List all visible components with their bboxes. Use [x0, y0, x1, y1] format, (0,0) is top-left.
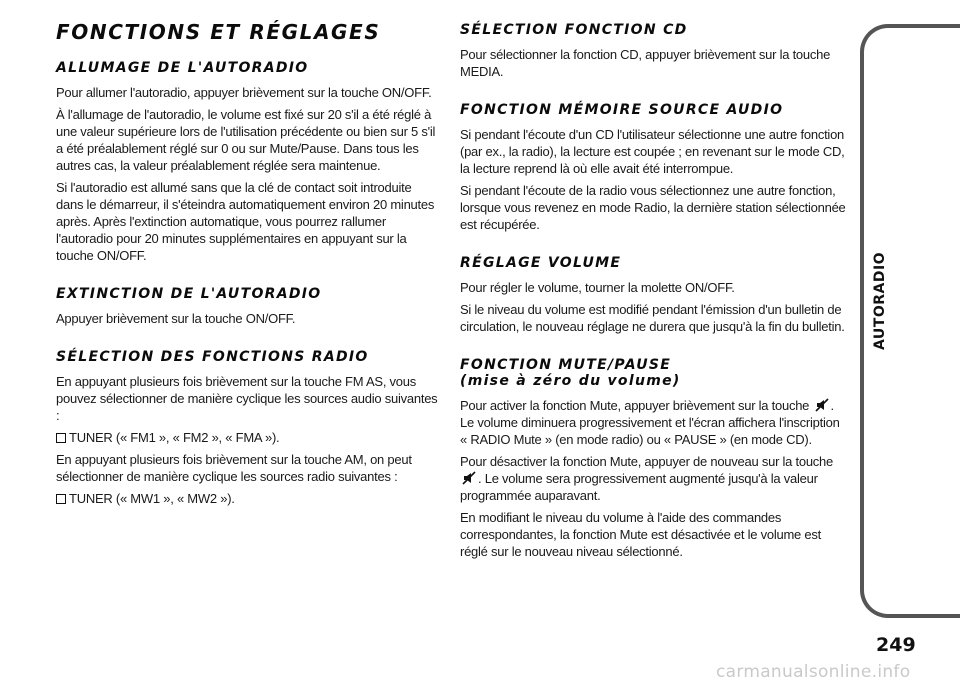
heading-volume: RÉGLAGE VOLUME	[460, 255, 622, 272]
section-memoire	[460, 102, 846, 233]
paragraph: Si pendant l'écoute de la radio vous sélectionnez une autre fonction, lorsque vous revenez en mode Radio, la dernière station sélectionnée est récupérée.	[460, 183, 846, 233]
section-extinction	[56, 286, 442, 327]
heading-selection-radio: SÉLECTION DES FONCTIONS RADIO	[56, 349, 369, 366]
paragraph: Pour allumer l'autoradio, appuyer brièvement sur la touche ON/OFF.	[56, 85, 432, 101]
heading-selection-cd: SÉLECTION FONCTION CD	[460, 22, 688, 38]
left-column	[56, 22, 442, 529]
bullet-item: TUNER (« MW1 », « MW2 »).	[56, 490, 442, 507]
heading-memoire: FONCTION MÉMOIRE SOURCE AUDIO	[460, 102, 784, 119]
paragraph: En modifiant le niveau du volume à l'aide des commandes correspondantes, la fonction Mute est désactivée et le volume est réglé sur le nouveau niveau sélectionné.	[460, 510, 821, 560]
mute-icon	[815, 398, 829, 412]
paragraph: À l'allumage de l'autoradio, le volume est fixé sur 20 s'il a été réglé à une valeur supérieure lors de l'utilisation précédente ou bien sur 5 s'il a été préalablement réglé sur 0 ou sur Mute/Pause. Dans tous les autres cas, la valeur préalablement réglée sera maintenue.	[56, 107, 436, 174]
paragraph: Pour sélectionner la fonction CD, appuyer brièvement sur la touche MEDIA.	[460, 47, 831, 80]
paragraph: Si l'autoradio est allumé sans que la clé de contact soit introduite dans le démarreur, il s'éteindra automatiquement environ 20 minutes après. Après l'extinction automatique, vous pourrez rallumer l'autoradio pour 20 minutes supplémentaires en appuyant sur la touche ON/OFF.	[56, 180, 435, 264]
paragraph: Pour activer la fonction Mute, appuyer brièvement sur la touche . Le volume diminuera progressivement et l'écran affichera l'inscription « RADIO Mute » (en mode radio) ou « PAUSE » (en mode CD).	[460, 398, 840, 448]
page-title: FONCTIONS ET RÉGLAGES	[56, 20, 381, 44]
paragraph: Appuyer brièvement sur la touche ON/OFF.	[56, 311, 296, 327]
checkbox-bullet-icon	[56, 433, 66, 443]
chapter-tab-label: AUTORADIO	[872, 251, 888, 350]
paragraph: Pour régler le volume, tourner la molette ON/OFF.	[460, 280, 735, 296]
mute-icon	[462, 471, 476, 485]
checkbox-bullet-icon	[56, 494, 66, 504]
paragraph: En appuyant plusieurs fois brièvement sur la touche FM AS, vous pouvez sélectionner de manière cyclique les sources audio suivantes :	[56, 374, 438, 424]
heading-mute: FONCTION MUTE/PAUSE (mise à zéro du volume)	[460, 357, 681, 390]
heading-allumage: ALLUMAGE DE L'AUTORADIO	[56, 60, 309, 76]
page-number: 249	[876, 634, 916, 656]
section-volume	[460, 255, 846, 335]
paragraph: Si pendant l'écoute d'un CD l'utilisateur sélectionne une autre fonction (par ex., la radio), la lecture est coupée ; en revenant sur le mode CD, la lecture reprend là où elle avait été interrompue.	[460, 127, 845, 177]
bullet-item: TUNER (« FM1 », « FM2 », « FMA »).	[56, 429, 442, 446]
paragraph: En appuyant plusieurs fois brièvement sur la touche AM, on peut sélectionner de manière cyclique les sources radio suivantes :	[56, 452, 412, 485]
section-selection-cd	[460, 22, 846, 80]
paragraph: Pour désactiver la fonction Mute, appuyer de nouveau sur la touche . Le volume sera progressivement augmenté jusqu'à la valeur programmée auparavant.	[460, 454, 834, 504]
watermark: carmanualsonline.info	[716, 662, 911, 682]
section-allumage	[56, 60, 442, 264]
paragraph: Si le niveau du volume est modifié pendant l'émission d'un bulletin de circulation, le nouveau réglage ne durera que jusqu'à la fin du bulletin.	[460, 302, 845, 335]
section-selection-radio	[56, 349, 442, 507]
heading-extinction: EXTINCTION DE L'AUTORADIO	[56, 286, 322, 303]
section-mute	[460, 357, 846, 560]
right-column	[460, 22, 846, 582]
